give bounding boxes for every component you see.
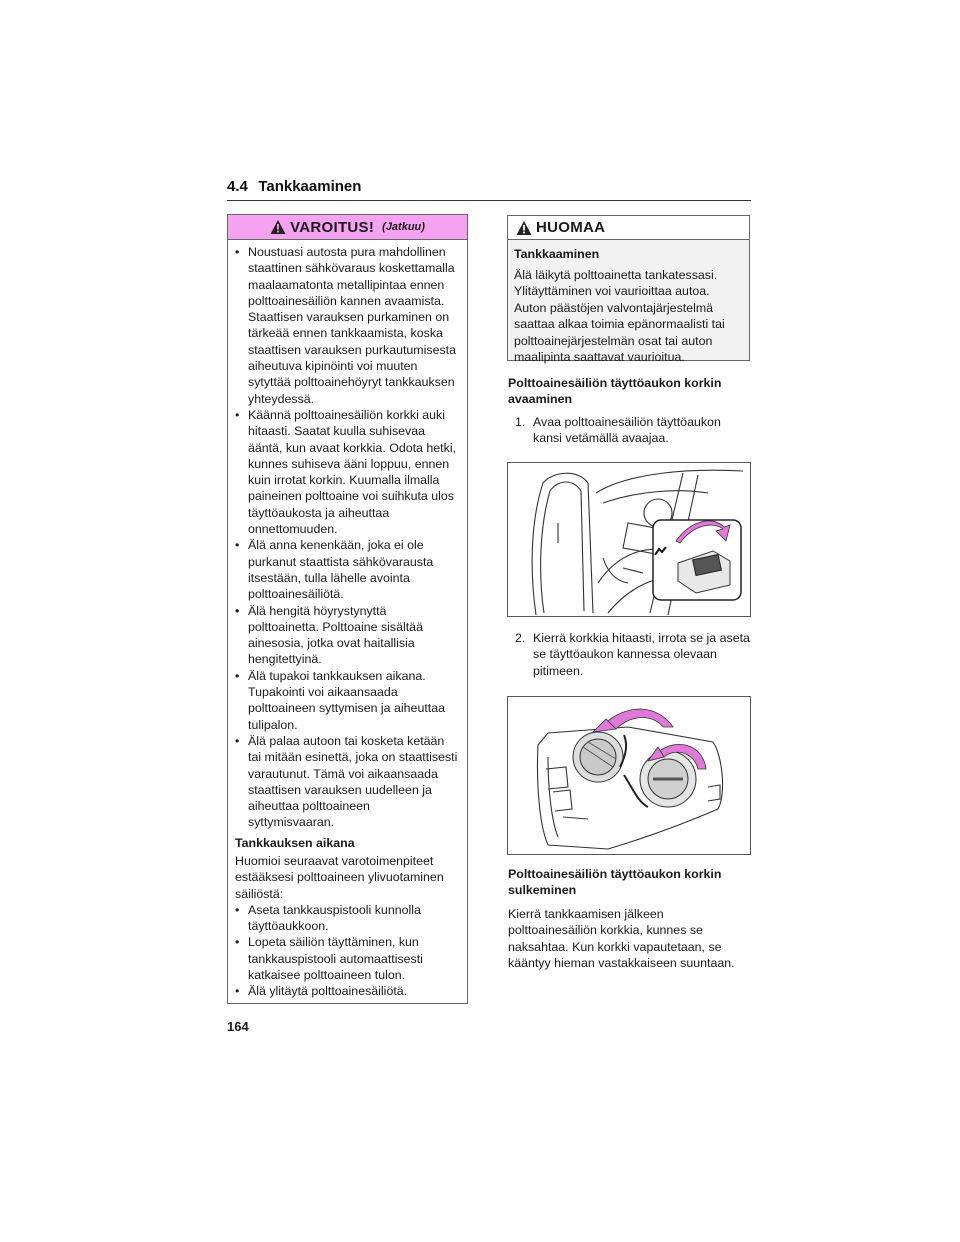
warning-bullets-2 (235, 902, 459, 1000)
list-item: • Lopeta säiliön täyttäminen, kun tankkauspistooli automaattisesti katkaisee polttoaineen tulon. (235, 935, 423, 983)
notice-header (508, 216, 749, 240)
car-interior-illustration (508, 463, 750, 616)
warning-header (228, 215, 467, 240)
list-item: • Älä ylitäytä polttoainesäiliötä. (235, 984, 408, 999)
figure-fuel-door-opener (507, 462, 751, 617)
notice-box (507, 215, 750, 364)
opening-heading: Polttoainesäiliön täyttöaukon korkin avaaminen (508, 376, 722, 407)
notice-subheading: Tankkaaminen (514, 247, 600, 261)
warning-title: VAROITUS! (290, 218, 375, 236)
notice-text: Älä läikytä polttoainetta tankatessasi. Ylitäyttäminen voi vaurioittaa autoa. Auton päästöjen valvontajärjestelmä saattaa alkaa toimia epänormaalisti tai polttoainejärjestelmän osat tai auton maalipinta saattavat vaurioitua. (514, 267, 725, 364)
list-item: • Älä tupakoi tankkauksen aikana. Tupakointi voi aikaansaada polttoaineen syttymisen ja aiheuttaa tulipalon. (235, 668, 445, 732)
list-item: • Älä hengitä höyrystynyttä polttoainetta. Polttoaine sisältää ainesosia, jotka ovat haitallisia hengitettyinä. (235, 603, 423, 667)
step-2: 2. Kierrä korkkia hitaasti, irrota se ja aseta se täyttöaukon kannessa olevaan pitimeen. (515, 631, 750, 678)
opening-section (508, 375, 753, 447)
section-number: 4.4 (227, 178, 248, 195)
list-item: • Noustuasi autosta pura mahdollinen staattinen sähkövaraus koskettamalla maalaamatonta metallipintaa ennen polttoainesäiliön kannen avaamista. Staattisen varauksen purkaminen on tärkeää ennen tankkaamista, koska staattisen varauksen purkautumisesta aiheutuva kipinöinti voi muuten sytyttää polttoainehöyryt tankkauksen yhteydessä. (235, 245, 456, 406)
warning-box (227, 214, 468, 1004)
figure-fuel-cap (507, 696, 751, 855)
list-item: • Älä palaa autoon tai kosketa ketään tai mitään esinettä, joka on staattisesti varautunut. Tämä voi aikaansaada staattisen varauksen uudelleen ja aiheuttaa polttoaineen syttymisvaaran. (235, 733, 458, 830)
closing-heading: Polttoainesäiliön täyttöaukon korkin sulkeminen (508, 867, 722, 898)
warning-paragraph: Huomioi seuraavat varotoimenpiteet estääksesi polttoaineen ylivuotaminen säiliöstä: (235, 853, 444, 901)
closing-text: Kierrä tankkaamisen jälkeen polttoainesäiliön korkkia, kunnes se naksahtaa. Kun korkki vapautetaan, se kääntyy hieman vastakkaiseen suuntaan. (508, 906, 735, 971)
notice-triangle-icon (516, 220, 532, 236)
list-item: • Aseta tankkauspistooli kunnolla täyttöaukkoon. (235, 902, 421, 934)
step-1: 1. Avaa polttoainesäiliön täyttöaukon kansi vetämällä avaajaa. (515, 414, 721, 446)
warning-body (228, 240, 467, 1000)
list-item: • Älä anna kenenkään, joka ei ole purkanut staattista sähkövarausta itsestään, tulla lähelle avointa polttoainesäiliötä. (235, 538, 434, 602)
opener-inset (653, 520, 741, 600)
section-title: Tankkaaminen (258, 178, 362, 195)
step-2-section (508, 630, 753, 679)
warning-continued: (Jatkuu) (382, 221, 425, 233)
list-item: • Käännä polttoainesäiliön korkki auki hitaasti. Saatat kuulla suhisevaa ääntä, kun avaat korkkia. Odota hetki, kunnes suhiseva ääni loppuu, ennen kuin irrotat korkin. Kuumalla ilmalla paineinen polttoaine voi suihkuta ulos täyttöaukosta ja aiheuttaa onnettomuuden. (235, 407, 457, 537)
fuel-cap-illustration (508, 697, 750, 854)
section-header (227, 178, 751, 201)
page-number: 164 (227, 1019, 249, 1034)
closing-section (508, 866, 753, 971)
warning-bullets (235, 244, 459, 831)
warning-subheading: Tankkauksen aikana (235, 835, 355, 850)
fuel-cap (573, 732, 623, 782)
notice-body (508, 240, 749, 366)
warning-triangle-icon (270, 219, 286, 235)
filler-neck (640, 751, 696, 807)
notice-title: HUOMAA (536, 219, 606, 236)
